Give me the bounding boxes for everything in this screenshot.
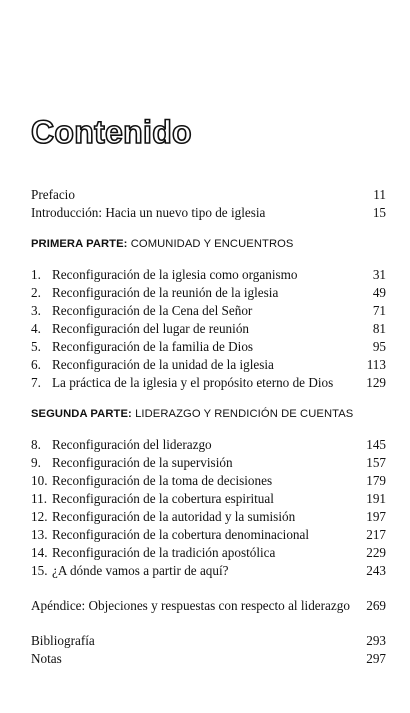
entry-page: 11 bbox=[373, 187, 386, 202]
entry-number: 3. bbox=[31, 303, 41, 318]
entry-number: 10. bbox=[31, 473, 48, 488]
part1-heading-strong: PRIMERA PARTE: bbox=[31, 238, 128, 250]
toc-entry-chapter-10[interactable] bbox=[31, 471, 386, 490]
entry-number: 12. bbox=[31, 509, 48, 524]
toc-entry-chapter-6[interactable] bbox=[31, 355, 386, 374]
entry-label: La práctica de la iglesia y el propósito eterno de Dios bbox=[52, 375, 334, 390]
entry-number: 8. bbox=[31, 437, 41, 452]
toc-entry-chapter-2[interactable] bbox=[31, 283, 386, 302]
entry-number: 14. bbox=[31, 545, 48, 560]
entry-page: 15 bbox=[372, 205, 386, 220]
entry-page: 81 bbox=[372, 321, 386, 336]
entry-number: 11. bbox=[31, 491, 47, 506]
entry-label: Reconfiguración de la supervisión bbox=[52, 455, 233, 470]
part2-heading-rest: LIDERAZGO Y RENDICIÓN DE CUENTAS bbox=[131, 408, 354, 420]
entry-page: 157 bbox=[366, 455, 386, 470]
entry-page: 297 bbox=[366, 651, 386, 666]
toc-entry-chapter-13[interactable] bbox=[31, 525, 386, 544]
toc-entry-chapter-15[interactable] bbox=[31, 561, 386, 580]
toc-entry-chapter-1[interactable] bbox=[31, 265, 386, 284]
entry-label: Reconfiguración de la familia de Dios bbox=[52, 339, 254, 354]
toc-entry-apendice[interactable] bbox=[31, 596, 386, 615]
part1-heading bbox=[31, 236, 386, 252]
entry-page: 191 bbox=[366, 491, 386, 506]
entry-page: 145 bbox=[366, 437, 386, 452]
entry-page: 293 bbox=[366, 633, 386, 648]
entry-label: Reconfiguración de la cobertura espiritual bbox=[52, 491, 274, 506]
toc-entry-chapter-3[interactable] bbox=[31, 301, 386, 320]
part2-heading-strong: SEGUNDA PARTE: bbox=[31, 408, 132, 420]
entry-label: Reconfiguración del liderazgo bbox=[52, 437, 212, 452]
entry-page: 179 bbox=[366, 473, 386, 488]
toc-entry-chapter-7[interactable] bbox=[31, 373, 386, 392]
entry-label: Reconfiguración de la tradición apostólica bbox=[52, 545, 276, 560]
entry-label: Bibliografía bbox=[31, 633, 95, 648]
entry-number: 1. bbox=[31, 267, 41, 282]
entry-page: 243 bbox=[366, 563, 386, 578]
entry-page: 217 bbox=[366, 527, 386, 542]
entry-number: 9. bbox=[31, 455, 41, 470]
entry-label: Reconfiguración del lugar de reunión bbox=[52, 321, 250, 336]
toc-entry-bibliografia[interactable] bbox=[31, 631, 386, 650]
toc-entry-chapter-9[interactable] bbox=[31, 453, 386, 472]
part1-heading-rest: COMUNIDAD Y ENCUENTROS bbox=[127, 238, 294, 250]
toc-entry-chapter-12[interactable] bbox=[31, 507, 386, 526]
entry-number: 15. bbox=[31, 563, 48, 578]
part2-heading bbox=[31, 406, 386, 422]
entry-page: 129 bbox=[366, 375, 386, 390]
toc-entry-notas[interactable] bbox=[31, 649, 386, 668]
entry-label: Reconfiguración de la autoridad y la sumisión bbox=[52, 509, 296, 524]
entry-label: Reconfiguración de la unidad de la iglesia bbox=[52, 357, 274, 372]
entry-label: Prefacio bbox=[31, 187, 75, 202]
entry-number: 6. bbox=[31, 357, 41, 372]
entry-page: 269 bbox=[366, 598, 386, 613]
entry-label: Reconfiguración de la cobertura denominacional bbox=[52, 527, 310, 542]
entry-number: 13. bbox=[31, 527, 48, 542]
entry-label: Apéndice: Objeciones y respuestas con respecto al liderazgo bbox=[31, 598, 350, 613]
entry-label: Reconfiguración de la Cena del Señor bbox=[52, 303, 253, 318]
entry-page: 113 bbox=[366, 357, 386, 372]
entry-label: Reconfiguración de la reunión de la iglesia bbox=[52, 285, 279, 300]
toc-entry-chapter-8[interactable] bbox=[31, 435, 386, 454]
entry-page: 49 bbox=[372, 285, 386, 300]
entry-number: 7. bbox=[31, 375, 41, 390]
toc-entry-chapter-14[interactable] bbox=[31, 543, 386, 562]
toc-entry-chapter-5[interactable] bbox=[31, 337, 386, 356]
entry-number: 5. bbox=[31, 339, 41, 354]
entry-page: 197 bbox=[366, 509, 386, 524]
entry-label: Notas bbox=[31, 651, 62, 666]
entry-label: Reconfiguración de la toma de decisiones bbox=[52, 473, 273, 488]
toc-entry-chapter-11[interactable] bbox=[31, 489, 386, 508]
toc-entry-chapter-4[interactable] bbox=[31, 319, 386, 338]
page-title: Contenido bbox=[31, 114, 192, 150]
entry-label: ¿A dónde vamos a partir de aquí? bbox=[52, 563, 229, 578]
entry-page: 31 bbox=[372, 267, 386, 282]
toc-entry-introduccion[interactable] bbox=[31, 203, 386, 222]
entry-number: 4. bbox=[31, 321, 41, 336]
entry-number: 2. bbox=[31, 285, 41, 300]
entry-label: Reconfiguración de la iglesia como organismo bbox=[52, 267, 298, 282]
entry-page: 71 bbox=[372, 303, 386, 318]
entry-page: 95 bbox=[372, 339, 386, 354]
toc-entry-prefacio[interactable] bbox=[31, 185, 386, 204]
entry-page: 229 bbox=[366, 545, 386, 560]
entry-label: Introducción: Hacia un nuevo tipo de iglesia bbox=[31, 205, 266, 220]
